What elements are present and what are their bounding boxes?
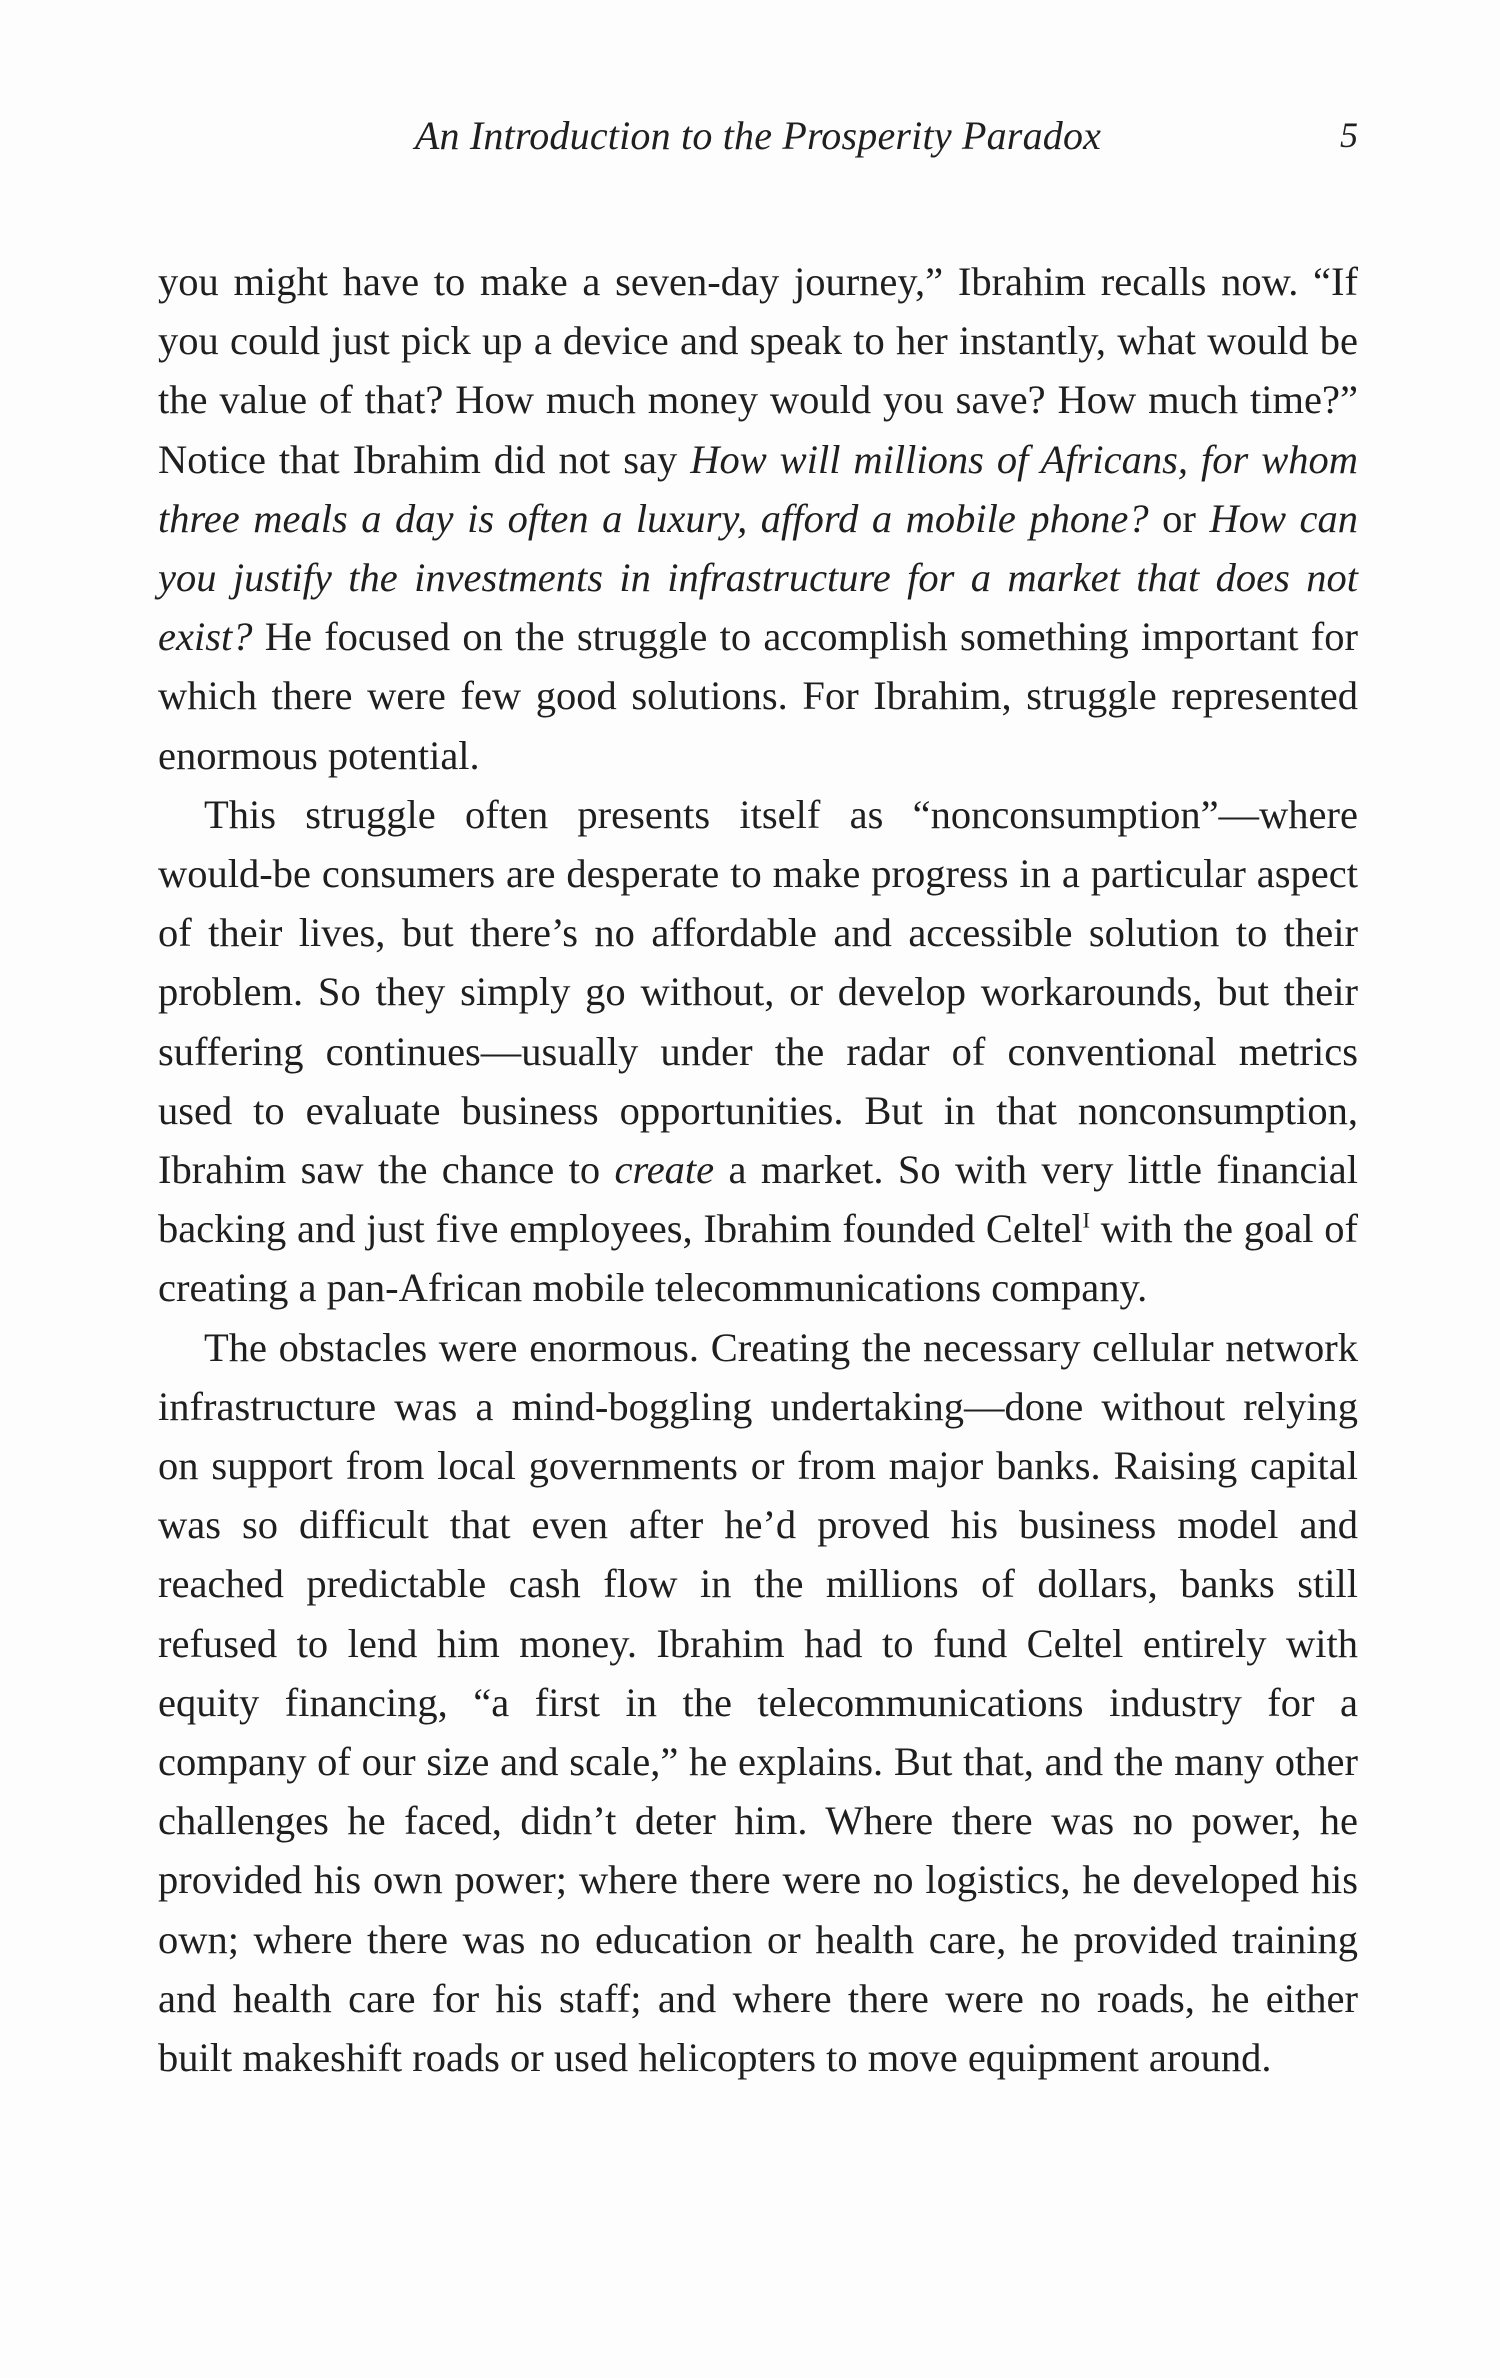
paragraph-2-italic-create: create <box>614 1147 715 1193</box>
paragraph-1-text-b: or <box>1148 495 1210 541</box>
paragraph-2-text-a: This struggle often presents itself as “nonconsumption”—where would-be consumers are desperate to make progress in a particular aspect of their lives, but there’s no affordable and accessible solution to their problem. So they simply go without, or develop workarounds, but their suffering continues—usually under the radar of conventional metrics used to evaluate business opportunities. But in that nonconsumption, Ibrahim saw the chance to <box>158 791 1358 1193</box>
paragraph-2 <box>158 785 1358 1318</box>
page-number: 5 <box>1340 115 1358 155</box>
footnote-marker[interactable]: I <box>1082 1207 1090 1233</box>
paragraph-1 <box>158 252 1358 785</box>
paragraph-1-italic-question-1: How will millions of Africans, for whom three meals a day is often a luxury, afford a mobile phone? <box>158 436 1358 541</box>
paragraph-1-text-a: you might have to make a seven-day journey,” Ibrahim recalls now. “If you could just pick up a device and speak to her instantly, what would be the value of that? How much money would you save? How much time?” Notice that Ibrahim did not say <box>158 259 1358 482</box>
paragraph-2-text-c: with the goal of creating a pan-African mobile telecommunications company. <box>158 1206 1358 1311</box>
paragraph-1-italic-question-2: How can you justify the investments in infrastructure for a market that does not exist? <box>158 495 1358 660</box>
paragraph-2-text-b: a market. So with very little financial backing and just five employees, Ibrahim founded Celtel <box>158 1147 1358 1252</box>
running-title: An Introduction to the Prosperity Paradox <box>414 113 1102 158</box>
paragraph-1-text-c: He focused on the struggle to accomplish something important for which there were few good solutions. For Ibrahim, struggle represented enormous potential. <box>158 614 1358 778</box>
paragraph-3 <box>158 1318 1358 2088</box>
running-header <box>158 112 1358 172</box>
body-text <box>158 252 1358 2087</box>
paragraph-3-text: The obstacles were enormous. Creating the necessary cellular network infrastructure was a mind-boggling undertaking—done without relying on support from local governments or from major banks. Raising capital was so difficult that even after he’d proved his business model and reached predictable cash flow in the millions of dollars, banks still refused to lend him money. Ibrahim had to fund Celtel entirely with equity financing, “a first in the telecommunications industry for a company of our size and scale,” he explains. But that, and the many other challenges he faced, didn’t deter him. Where there was no power, he provided his own power; where there were no logistics, he developed his own; where there was no education or health care, he provided training and health care for his staff; and where there were no roads, he either built makeshift roads or used helicopters to move equipment around. <box>158 1324 1358 2081</box>
